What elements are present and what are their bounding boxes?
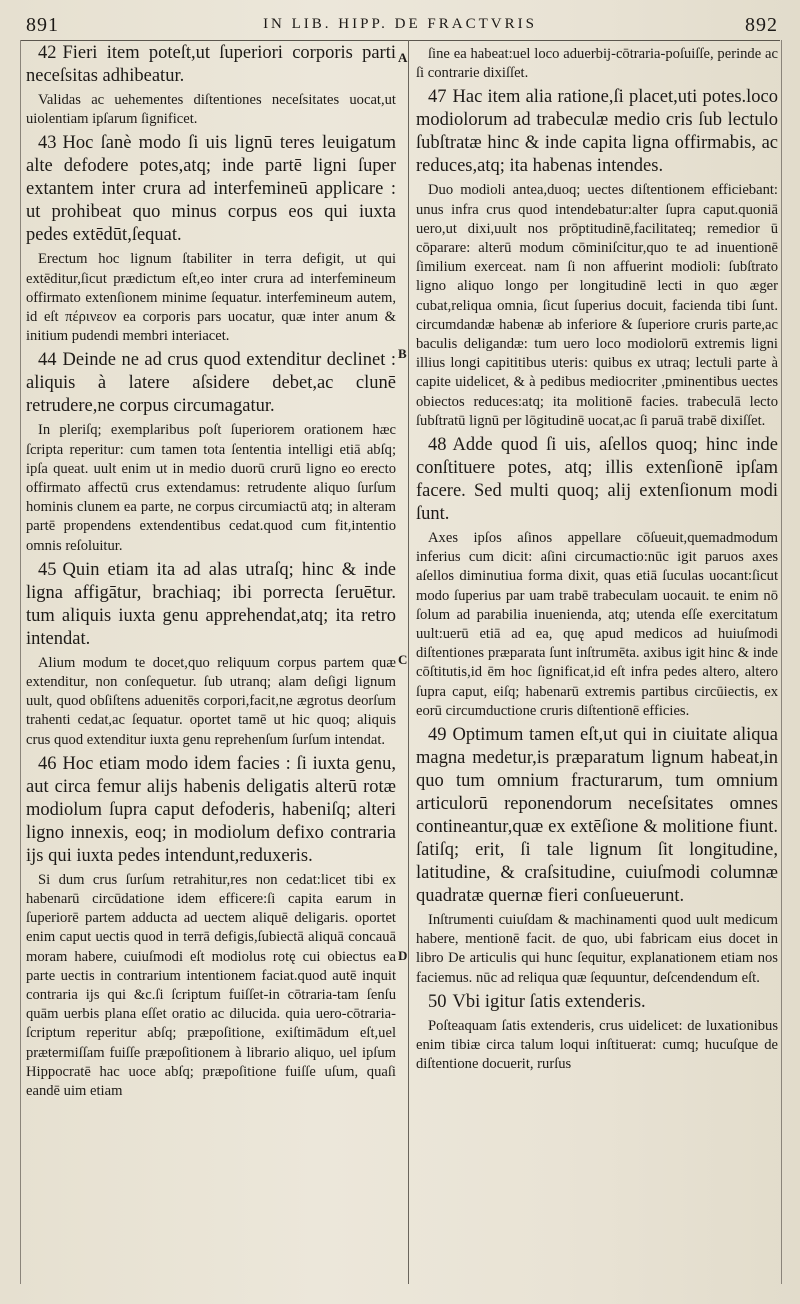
commentary-text: Validas ac uehementes diſtentiones neceſsitates uocat,ut uiolentiam ipſarum ſignificet.: [26, 92, 396, 128]
commentary-text: In pleriſq; exemplaribus poſt ſuperiorem orationem hæc ſcripta reperitur: cum tamen tota ſententia intelligi etiā abſq; ipſa queat. uult enim ut in medio duorū crurū ligno eo erecto offirmato affectū crus extendamus: retrudente aliquo ſurſum hominis clunem ea parte, ne corpus circumiactū atq; in alteram partē propendens extendentibus cedat.quod cum fit,intentio omnis reſoluitur.: [26, 422, 396, 554]
hippocrates-text: Hoc ſanè modo ſi uis lignū teres leuigatum alte defodere potes,atq; inde partē ligni ſuper extantem inter crura ad interfemineū applicare : ut prohibeat quo minus corpus eos qui iuxta pedes extēdūt,ſequat.: [26, 133, 396, 246]
left-paragraph: [26, 421, 396, 555]
margin-letter-d: D: [398, 948, 408, 963]
left-column: [26, 42, 396, 1104]
aphorism-number: 49: [428, 725, 447, 746]
left-paragraph: [26, 91, 396, 129]
commentary-text: ſine ea habeat:uel loco aduerbij-cōtraria-poſuiſſe, perinde ac ſi contrarie dixiſſet.: [416, 46, 778, 82]
right-paragraph: [416, 45, 778, 83]
page-number-right: 892: [745, 14, 778, 36]
aphorism-number: 44: [38, 350, 57, 371]
commentary-text: Alium modum te docet,quo reliquum corpus partem quæ extenditur, non conſequetur. ſub utranq; alam deſigi lignum uult, quod obſiſtens aduenitēs corpori,facit,ne ægrotus deorſum trahenti cedat,ac ſequatur. oportet tamē ut hic quoq; aliquis crus quod extenditur iuxta genu reprehenſum ſurſum intendat.: [26, 654, 396, 748]
left-paragraph: [26, 654, 396, 750]
right-paragraph: [416, 434, 778, 526]
hippocrates-text: Deinde ne ad crus quod extenditur declinet : aliquis à latere aſsidere debet,ac clunē retrudere,ne corpus circumagatur.: [26, 350, 396, 417]
hippocrates-text: Quin etiam ita ad alas utraſq; hinc & inde ligna affigātur, brachiaq; ibi porrecta ſeruētur. tum aliquis iuxta genu apprehendat,atq; ita retro intendat.: [26, 559, 396, 649]
hippocrates-text: Vbi igitur ſatis extenderis.: [452, 991, 646, 1012]
hippocrates-text: Fieri item poteſt,ut ſuperiori corporis parti neceſsitas adhibeatur.: [26, 43, 396, 86]
margin-letter-b: B: [398, 346, 407, 361]
aphorism-number: 45: [38, 559, 57, 580]
aphorism-number: 48: [428, 435, 447, 456]
aphorism-number: 50: [428, 991, 447, 1012]
right-paragraph: [416, 86, 778, 178]
left-paragraph: [26, 753, 396, 868]
right-paragraph: [416, 1017, 778, 1075]
right-paragraph: [416, 529, 778, 721]
left-paragraph: [26, 42, 396, 88]
aphorism-number: 42: [38, 43, 57, 63]
right-paragraph: [416, 911, 778, 988]
running-title: IN LIB. HIPP. DE FRACTVRIS: [263, 16, 537, 32]
right-paragraph: [416, 991, 778, 1014]
left-paragraph: [26, 250, 396, 346]
column-divider: [408, 40, 409, 1284]
left-paragraph: [26, 559, 396, 651]
header-rule: [20, 40, 780, 41]
margin-letter-c: C: [398, 652, 408, 667]
aphorism-number: 43: [38, 133, 57, 154]
right-margin-rule: [781, 40, 782, 1284]
hippocrates-text: Optimum tamen eſt,ut qui in ciuitate aliqua magna medetur,is præparatum lignum habeat,in quo tum omnium fracturarum, tum omnium articulorū reponendorum neceſsitates omnes contineantur,quæ ex extēſione & molitione fiunt. ſatiſq; erit, ſi tale lignum ſit longitudine, latitudine, & craſsitudine, cuiuſmodi columnæ quadratæ quernæ fieri conſueuerunt.: [416, 725, 778, 907]
commentary-text: Duo modioli antea,duoq; uectes diſtentionem efficiebant: unus infra crus quod intendebatur:alter ſupra caput.quoniā uero,ut dixi,uult nos prōptitudinē,facilitateq; remedior ū cōparare: alterū modum cōminiſcitur,quo te ad inuentionē ſimilium exerceat. nam ſi non affuerint modioli: ſubſtrato ligno aliquo longo per longitudinē lecti in quo æger cubat,reliqua omnia, ſicut ſuperius docuit, facienda tibi ſunt. circumdandæ habenæ ab inferiore & ſuperiore cruris parte,ac baculis deligandæ: tum uero loco modiolorū extremis ligni illius longi capititibus uteris: quibus ex utraq; lectuli parte à capite uidelicet, & à pedibus mediocriter ,pminentibus uectes obiectos reduces:atq; ita molitionē facies. trabeculā lecto ſubſtratū lignū per lōgitudinē uocat,ac ſi paruā trabē dixiſſet.: [416, 182, 778, 429]
left-paragraph: [26, 132, 396, 247]
right-column: [416, 42, 778, 1078]
margin-letter-a: A: [398, 50, 408, 65]
commentary-text: Poſteaquam ſatis extenderis, crus uidelicet: de luxationibus enim tibiæ circa talum loqui inſtituerat: cumq; hucuſque de diſtentione docuerit, rurſus: [416, 1017, 778, 1073]
hippocrates-text: Hac item alia ratione,ſi placet,uti potes.loco modiolorum ad trabeculæ medio cris ſub lectulo ſubſtratæ hinc & inde capita ligna offirmabis, ac reduces,atq; ita habenas intendes.: [416, 87, 778, 177]
running-head: [0, 12, 800, 40]
commentary-text: Erectum hoc lignum ſtabiliter in terra defigit, ut qui extēditur,ſicut prædictum eſt,eo inter crura ad interfemineum offirmato extenſionem minime ſequatur. interfemineum autem, id eſt πέρινεον ea corporis pars uocatur, quæ inter anum & initium pudendi membri interiacet.: [26, 251, 396, 345]
right-paragraph: [416, 724, 778, 908]
left-paragraph: [26, 871, 396, 1101]
commentary-text: Si dum crus ſurſum retrahitur,res non cedat:licet tibi ex habenarū circūdatione idem efficere:ſi capita earum in ſuperiorē partem adducta ad uectem aliquē deligaris. oportet enim caput uectis quod in terrā defigis,ſubiectā aliquā concauā moram habere, cuiuſmodi eſt modiolus rotę cui obiectus ea parte uectis in contrarium intentionem faciat.quod autē inquit contraria ijs qui &c.ſi ſcriptum fuiſſet-in cōtraria-tam ſenſu quām uerbis plana eſſet oratio ac dilucida. quia uero-cōtraria-ſcriptum reperitur abſq; præpoſitione, exiſtimādum eſt,uel prætermiſſam fuiſſe præpoſitionem à librario aliquo, uel ipſum Hippocratē hac uoce abſq; præpoſitione fuiſſe uſum, quaſi eandē uim etiam: [26, 871, 396, 1100]
commentary-text: Axes ipſos aſinos appellare cōſueuit,quemadmodum inferius cum dicit: aſini circumactio:nūc igit paruos axes aſellos diminutiua forma dixit, quas etiā ſuculas uocant:ſicut modo ſuperius par uam trabē trabeculam uocauit. te enim nō ſolum ad parabilia inuenienda, atq; utenda eſſe exercitatum uult:uerū etiā ad ea, quę apud medicos ad huiuſmodi diſtentiones præparata ſunt inſtrumēta. axibus igit hinc & inde cōſtitutis,id ēm hoc ſignificat,id eſt infra pedes altero, altero ſupra caput, eiſq; habenarū extremis partibus circūiectis, ex eorū circumductione cruris diſtentionē efficies.: [416, 530, 778, 719]
aphorism-number: 46: [38, 753, 57, 774]
hippocrates-text: Hoc etiam modo idem facies : ſi iuxta genu, aut circa femur alijs habenis deligatis alterū rotæ modiolum ſupra caput defoderis, habeniſq; alteri ligno innexis, eoq; in modiolum defixo contraria ijs qui iuxta pedes intendunt,reduxeris.: [26, 753, 396, 866]
left-margin-rule: [20, 40, 21, 1284]
right-paragraph: [416, 181, 778, 431]
commentary-text: Inſtrumenti cuiuſdam & machinamenti quod uult medicum habere, mentionē facit. de quo, ubi fabricam eius docet in libro De articulis qui hunc ſequitur, explanationem etiam nos faciemus. nūc ad reliqua quæ ſequuntur, deſcendendum eſt.: [416, 912, 778, 986]
page-number-left: 891: [26, 14, 59, 36]
hippocrates-text: Adde quod ſi uis, aſellos quoq; hinc inde conſtituere potes, atq; illis extenſionē ipſam facere. Sed multi quoq; alij extenſionum modi ſunt.: [416, 435, 778, 525]
aphorism-number: 47: [428, 87, 447, 108]
left-paragraph: [26, 349, 396, 418]
